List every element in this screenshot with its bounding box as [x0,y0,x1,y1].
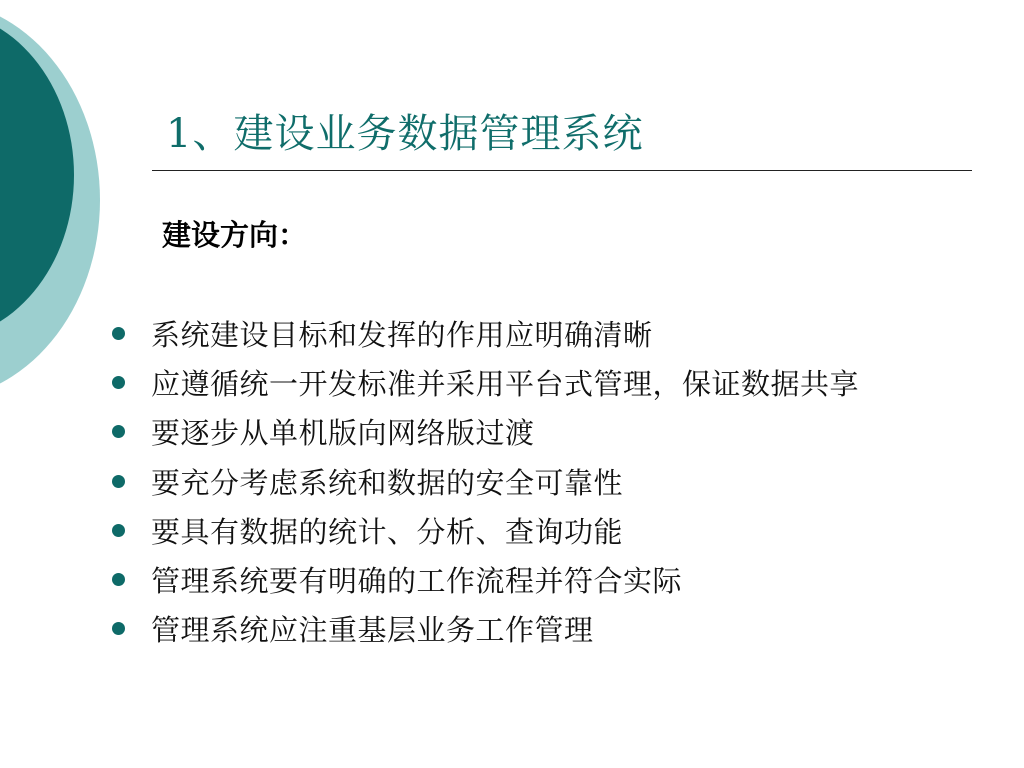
slide-title: 1、建设业务数据管理系统 [166,111,644,157]
bullet-text: 要具有数据的统计、分析、查询功能 [151,514,624,549]
bullet-item [112,555,859,604]
bullet-dot-icon [112,524,125,537]
bullet-text: 管理系统应注重基层业务工作管理 [151,613,594,648]
bullet-text: 要充分考虑系统和数据的安全可靠性 [151,465,624,500]
bullet-item [112,506,859,555]
bullet-item [112,358,859,407]
bullet-list [112,309,859,653]
bullet-text: 系统建设目标和发挥的作用应明确清晰 [151,318,653,353]
bullet-dot-icon [112,475,125,488]
bullet-text: 应遵循统一开发标准并采用平台式管理，保证数据共享 [151,367,860,402]
bullet-dot-icon [112,622,125,635]
bullet-item [112,604,859,653]
bullet-dot-icon [112,327,125,340]
bullet-item [112,309,859,358]
bullet-dot-icon [112,425,125,438]
bullet-dot-icon [112,376,125,389]
bullet-item [112,407,859,456]
title-divider [152,170,972,171]
bullet-dot-icon [112,573,125,586]
bullet-item [112,457,859,506]
bullet-text: 要逐步从单机版向网络版过渡 [151,416,535,451]
section-subheading: 建设方向： [162,218,308,252]
bullet-text: 管理系统要有明确的工作流程并符合实际 [151,564,683,599]
